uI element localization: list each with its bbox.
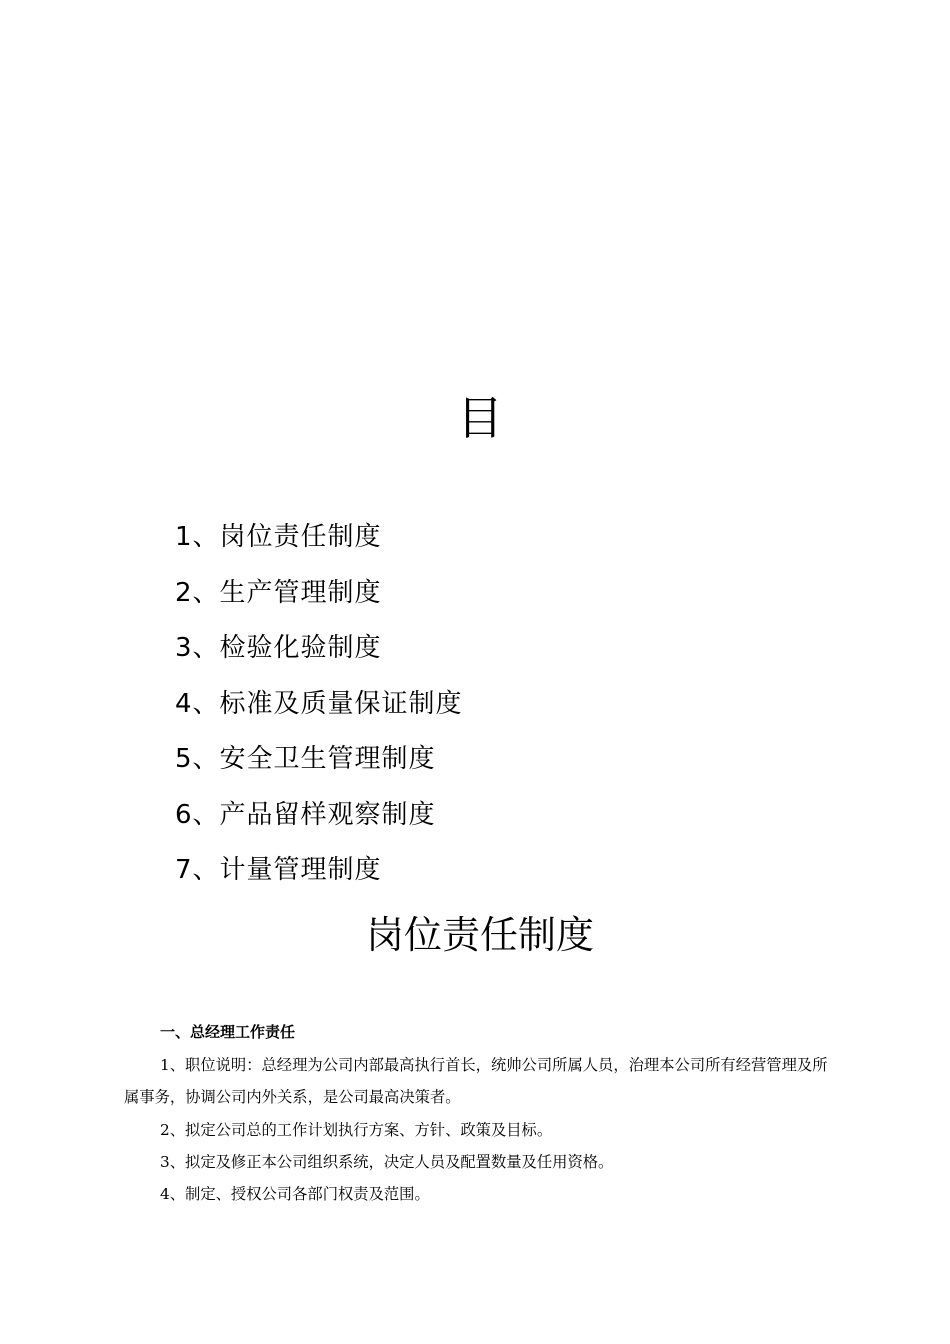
section-subheading: 一、总经理工作责任 xyxy=(160,1023,296,1041)
paragraph-2: 2、拟定公司总的工作计划执行方案、方针、政策及目标。 xyxy=(160,1120,553,1139)
paragraph-3: 3、拟定及修正本公司组织系统，决定人员及配置数量及任用资格。 xyxy=(160,1152,614,1171)
toc-item-2: 2、生产管理制度 xyxy=(175,577,382,608)
section-title: 岗位责任制度 xyxy=(365,913,594,957)
toc-heading: 目 xyxy=(457,391,503,445)
toc-item-3: 3、检验化验制度 xyxy=(175,633,382,663)
toc-item-7: 7、计量管理制度 xyxy=(175,855,382,885)
paragraph-4: 4、制定、授权公司各部门权责及范围。 xyxy=(160,1185,430,1204)
section-body xyxy=(124,1049,834,1210)
toc-item-5: 5、安全卫生管理制度 xyxy=(175,744,436,774)
toc-item-6: 6、产品留样观察制度 xyxy=(175,799,436,830)
toc-item-1: 1、岗位责任制度 xyxy=(175,522,382,552)
toc-item-4: 4、标准及质量保证制度 xyxy=(175,688,463,719)
toc-list xyxy=(175,510,463,899)
paragraph-1: 1、职位说明：总经理为公司内部最高执行首长，统帅公司所属人员，治理本公司所有经营管理及所属事务，协调公司内外关系，是公司最高决策者。 xyxy=(124,1056,828,1107)
